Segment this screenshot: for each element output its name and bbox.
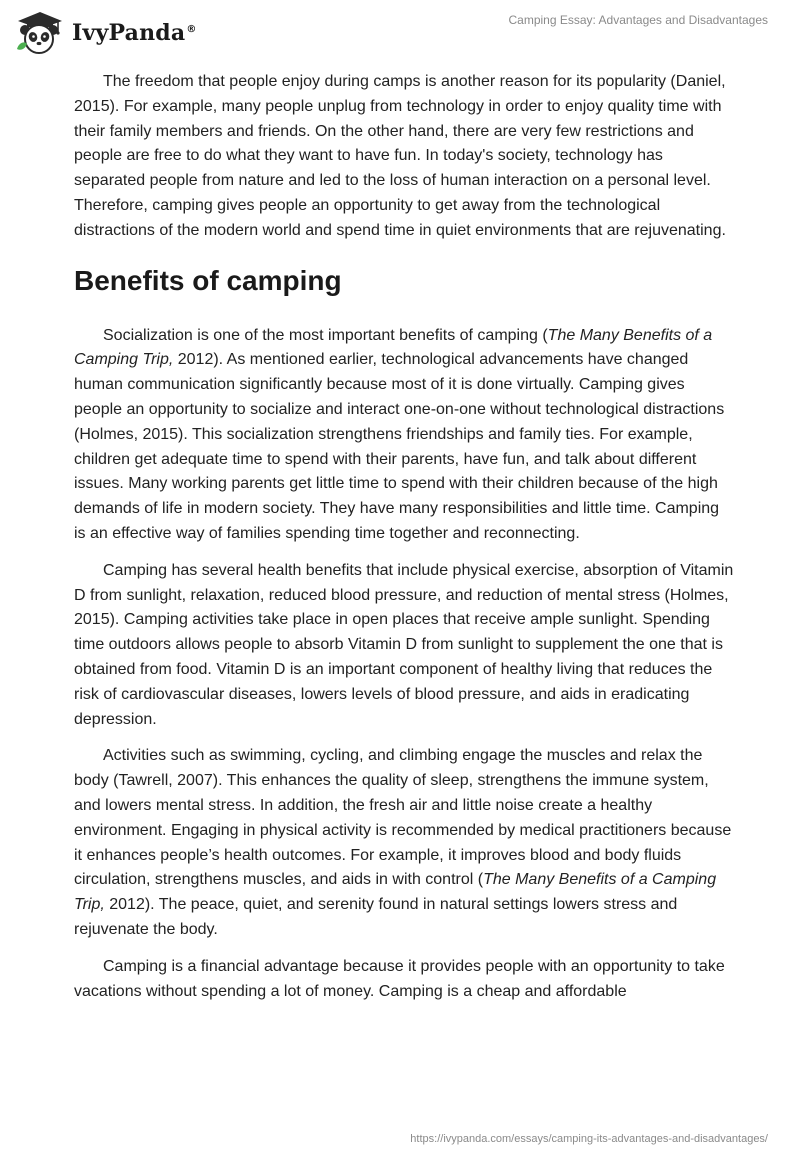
body-paragraph-socialization (74, 324, 734, 547)
page-header (0, 0, 800, 60)
paragraph-text: Activities such as swimming, cycling, and climbing engage the muscles and relax the body (Tawrell, 2007). This enhances the quality of sleep, strengthens the immune system, and lowers mental stress. In addition, the fresh air and little noise create a healthy environment. Engaging in physical activity is recommended by medical practitioners because it enhances people’s health outcomes. For example, it improves blood and body fluids circulation, strengthens muscles, and aids in with control ( (74, 747, 732, 889)
source-url[interactable]: https://ivypanda.com/essays/camping-its-advantages-and-disadvantages/ (410, 1133, 768, 1145)
logo-wordmark: IvyPanda® (72, 20, 197, 46)
intro-paragraph: The freedom that people enjoy during camps is another reason for its popularity (Daniel, 2015). For example, many people unplug from technology in order to enjoy quality time with their family members and friends. On the other hand, there are very few restrictions and people are free to do what they want to have fun. In today's society, technology has separated people from nature and led to the loss of human interaction on a personal level. Therefore, camping gives people an opportunity to get away from the technological distractions of the modern world and spend time in quiet environments that are rejuvenating. (74, 73, 726, 239)
body-paragraph-health: Camping has several health benefits that include physical exercise, absorption of Vitamin D from sunlight, relaxation, reduced blood pressure, and reduction of mental stress (Holmes, 2015). Camping activities take place in open places that receive ample sunlight. Spending time outdoors allows people to absorb Vitamin D from sunlight to supplement the one that is obtained from food. Vitamin D is an important component of healthy living that reduces the risk of cardiovascular diseases, lowers levels of blood pressure, and aids in eradicating depression. (74, 561, 734, 728)
document-title: Camping Essay: Advantages and Disadvantages (508, 13, 768, 27)
registered-mark: ® (186, 23, 197, 35)
body-paragraph-activities (74, 744, 734, 942)
panda-graduate-icon (14, 9, 64, 55)
section-heading: Benefits of camping (74, 264, 342, 296)
body-paragraph-financial: Camping is a financial advantage because it provides people with an opportunity to take vacations without spending a lot of money. Camping is a cheap and affordable (74, 957, 725, 1000)
essay-body (74, 70, 734, 1016)
citation-title: The Many Benefits of a Camping Trip, (74, 871, 717, 914)
citation-title: The Many Benefits of a Camping Trip, (74, 326, 713, 369)
paragraph-text: Socialization is one of the most important benefits of camping ( (103, 326, 548, 344)
paragraph-text: 2012). As mentioned earlier, technological advancements have changed human communication significantly because most of it is done virtually. Camping gives people an opportunity to socialize and interact one-on-one without technological distractions (Holmes, 2015). This socialization strengthens friendships and family ties. For example, children get adequate time to spend with their parents, have fun, and talk about different issues. Many working parents get little time to spend with their children because of the high demands of life in modern society. They have many responsibilities and little time. Camping is an effective way of families spending time together and reconnecting. (74, 351, 725, 542)
paragraph-text: 2012). The peace, quiet, and serenity found in natural settings lowers stress and rejuvenate the body. (74, 896, 678, 938)
ivypanda-logo[interactable] (14, 9, 197, 55)
